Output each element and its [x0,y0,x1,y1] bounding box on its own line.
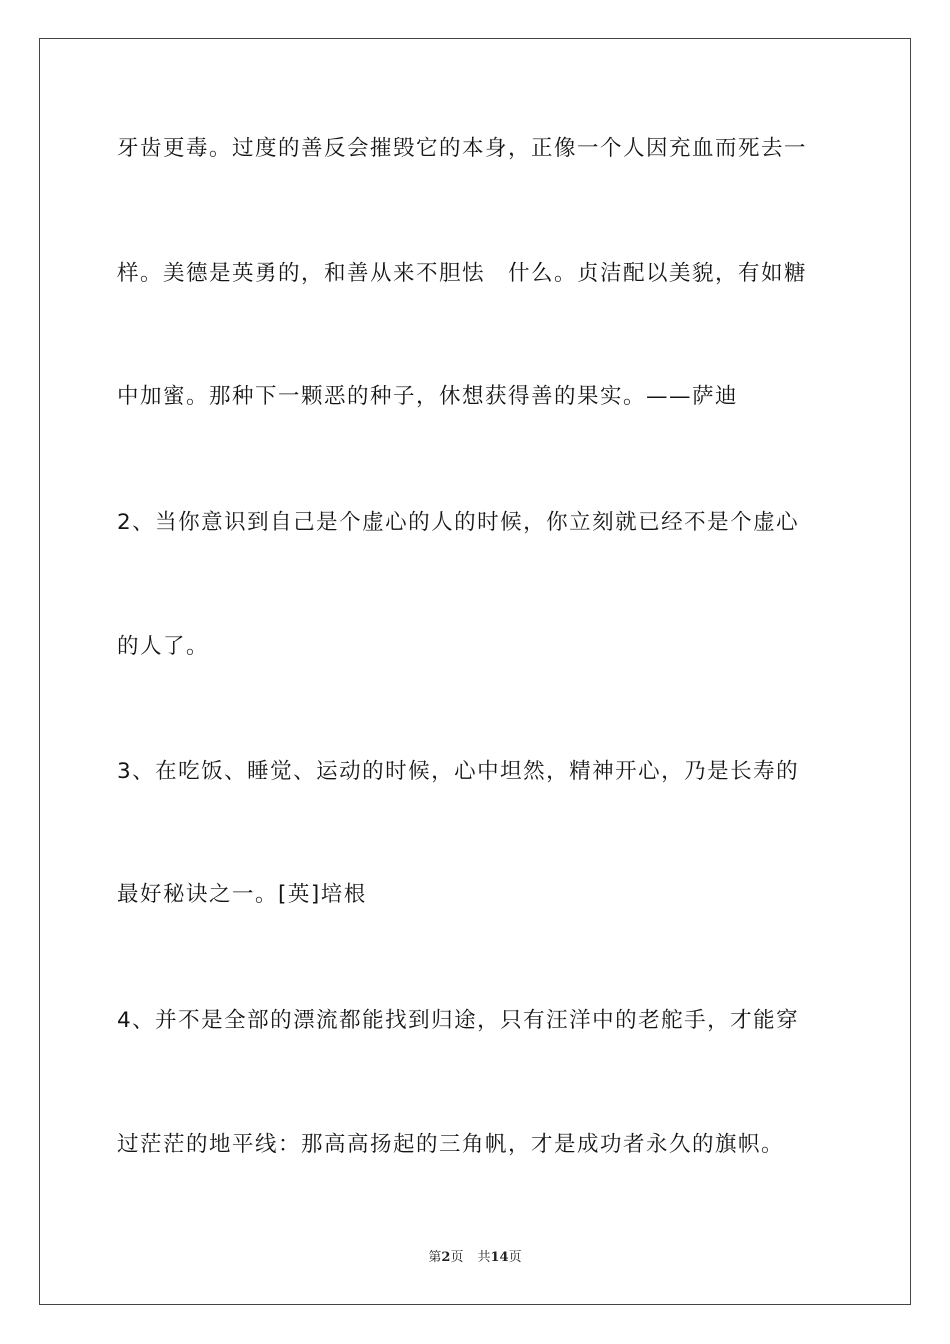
footer-total-pages: 14 [490,1250,509,1265]
body-line-2: 样。美德是英勇的，和善从来不胆怯 什么。贞洁配以美貌，有如糖 [117,261,808,286]
body-line-7: 最好秘诀之一。[英]培根 [117,882,367,907]
body-line-5: 的人了。 [117,634,210,659]
footer-current-page: 2 [441,1250,451,1265]
body-line-9: 过茫茫的地平线：那高高扬起的三角帆，才是成功者永久的旗帜。 [117,1132,785,1157]
body-line-3: 中加蜜。那种下一颗恶的种子，休想获得善的果实。——萨迪 [117,384,739,409]
body-line-6: 3、在吃饭、睡觉、运动的时候，心中坦然，精神开心，乃是长寿的 [117,759,800,784]
page-border [39,38,911,1305]
footer-total-suffix: 页 [508,1250,522,1265]
body-line-4: 2、当你意识到自己是个虚心的人的时候，你立刻就已经不是个虚心 [117,510,800,535]
footer-total-prefix: 共 [477,1250,491,1265]
body-line-1: 牙齿更毒。过度的善反会摧毁它的本身，正像一个人因充血而死去一 [117,136,808,161]
footer-page-prefix: 第 [428,1250,442,1265]
body-line-8: 4、并不是全部的漂流都能找到归途，只有汪洋中的老舵手，才能穿 [117,1008,800,1033]
footer-page-suffix: 页 [450,1250,464,1265]
page-footer [0,1249,950,1267]
